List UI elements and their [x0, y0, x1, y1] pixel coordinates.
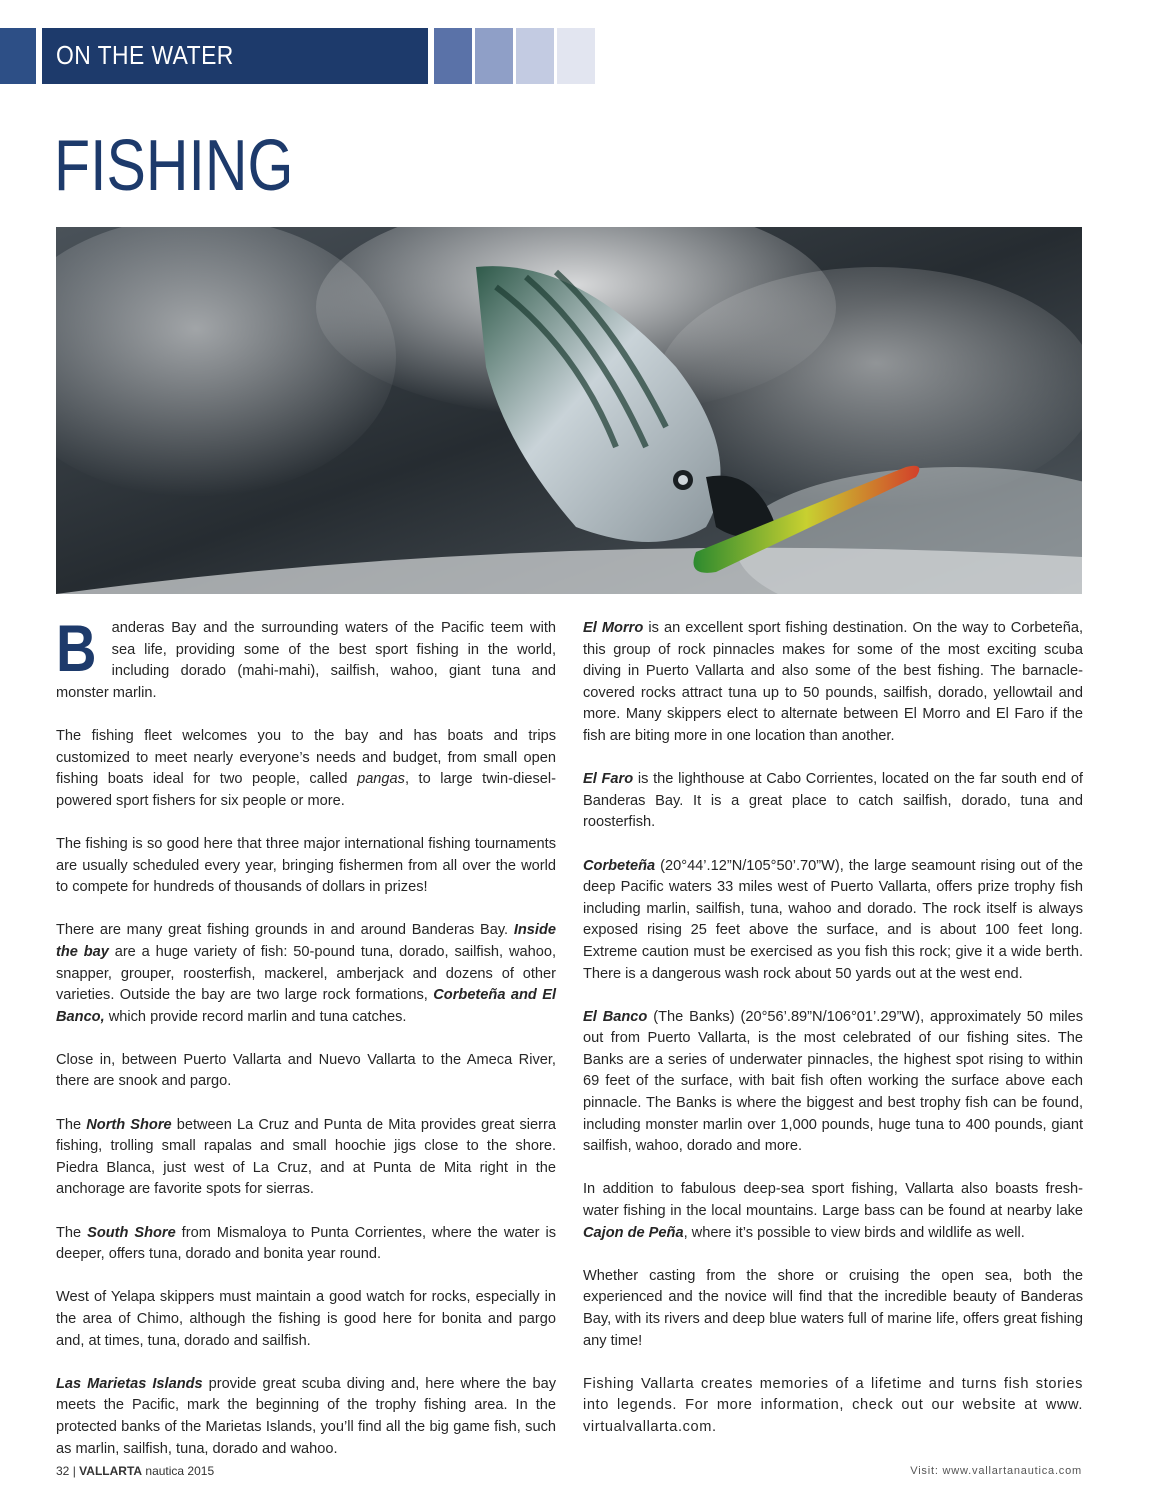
text: between La Cruz and Punta de Mita provides great sierra fishing, trolling small rapalas and small hoochie jigs close to the shore. Piedra Blanca, just west of La Cruz, and at Punta de Mita right in the anchorage are favorite spots for sierras.: [56, 1116, 557, 1198]
paragraph: [56, 726, 556, 812]
bold-term: Corbeteña and El Banco,: [56, 987, 557, 1025]
right-column: [583, 618, 1083, 1460]
header-swatch-1: [434, 28, 472, 84]
paragraph: [56, 920, 556, 1028]
text: (20°44’.12”N/105°50’.70”W), the large seamount rising out of the deep Pacific waters 33 miles west of Puerto Vallarta, offers prize trophy fish including marlin, sailfish, tuna, wahoo and dorado. The rock itself is always exposed rising 25 feet above the surface, and is about 100 feet long. Extreme caution must be exercised as you fish this rock; give it a wide berth. There is a dangerous wash rock about 50 yards out at the west end.: [583, 857, 1083, 982]
paragraph: [583, 1007, 1083, 1158]
italic-term: pangas: [357, 771, 405, 788]
text: anderas Bay and the surrounding waters of the Pacific teem with sea life, providing some of the best sport fishing in the world, including dorado (mahi-mahi), sailfish, wahoo, giant tuna and monster marlin.: [56, 620, 556, 701]
intro-paragraph: [56, 611, 556, 704]
paragraph: Close in, between Puerto Vallarta and Nuevo Vallarta to the Ameca River, there are snook and pargo.: [56, 1051, 556, 1090]
text: There are many great fishing grounds in and around Banderas Bay.: [56, 922, 514, 939]
text: provide great scuba diving and, here where the bay meets the Pacific, mark the beginning of the trophy fishing area. In the protected banks of the Marietas Islands, you’ll find all the big game fish, such as marlin, sailfish, tuna, dorado and wahoo.: [56, 1375, 557, 1457]
bold-term: El Banco: [583, 1008, 648, 1025]
paragraph: [583, 769, 1083, 834]
bold-term: El Faro: [583, 771, 634, 788]
paragraph: [583, 1179, 1083, 1244]
text: The fishing fleet welcomes you to the bay and has boats and trips customized to meet nearly everyone’s needs and budget, from small open fishing boats ideal for two people, called: [56, 727, 556, 788]
text: are a huge variety of fish: 50-pound tuna, dorado, sailfish, wahoo, snapper, grouper, roosterfish, mackerel, amberjack and dozens of other varieties. Outside the bay are two large rock formations,: [56, 943, 556, 1004]
footer-visit-link[interactable]: Visit: www.vallartanautica.com: [910, 1465, 1082, 1477]
bold-term: South Shore: [87, 1224, 176, 1241]
bold-term: Cajon de Peña: [583, 1224, 684, 1241]
text: is an excellent sport fishing destination. On the way to Corbeteña, this group of rock pinnacles makes for some of the most exciting scuba diving in Puerto Vallarta and also some of the best fishing. The barnacle-covered rocks attract tuna up to 50 pounds, sailfish, dorado, yellowtail and more. Many skippers elect to alternate between El Morro and El Faro if the fish are biting more in one location than another.: [583, 620, 1084, 744]
text: (The Banks) (20°56’.89”N/106°01’.29”W), approximately 50 miles out from Puerto Vallarta, is the most celebrated of our fishing sites. The Banks are a series of underwater pinnacles, the highest spot rising to within 69 feet of the surface, with bait fish often working the surface above each pinnacle. The Banks is where the biggest and best trophy fish can be found, including monster marlin over 1,000 pounds, huge tuna to 400 pounds, giant sailfish, wahoo, dorado and more.: [583, 1008, 1083, 1155]
paragraph: The fishing is so good here that three major international fishing tournaments are usually scheduled every year, bringing fishermen from all over the world to compete for hundreds of thousands of dollars in prizes!: [56, 835, 556, 896]
paragraph: West of Yelapa skippers must maintain a good watch for rocks, especially in the area of Chimo, although the fishing is good here for bonita and pargo and, at times, tuna, dorado and sailfish.: [56, 1289, 556, 1349]
paragraph: [583, 618, 1083, 748]
fishing-photo: [56, 227, 1082, 594]
paragraph: [56, 1223, 556, 1266]
header-accent-block: [0, 28, 36, 84]
bold-term: Las Marietas Islands: [56, 1375, 203, 1392]
footer-page-info: [56, 1464, 214, 1478]
bold-term: El Morro: [583, 620, 644, 636]
page-title: FISHING: [54, 126, 294, 206]
header-swatch-2: [475, 28, 513, 84]
closing-paragraph: Fishing Vallarta creates memories of a lifetime and turns fish stories into legends. For more information, check out our website at www. virtualvallarta.com.: [583, 1375, 1083, 1435]
paragraph: [56, 1374, 556, 1460]
text: from Mismaloya to Punta Corrientes, where the water is deeper, offers tuna, dorado and bonita year round.: [56, 1224, 556, 1263]
bold-term: North Shore: [86, 1116, 172, 1133]
magazine-issue: nautica 2015: [145, 1464, 215, 1478]
footer-separator: |: [72, 1464, 76, 1478]
header-swatch-3: [516, 28, 554, 84]
text: is the lighthouse at Cabo Corrientes, located on the far south end of Banderas Bay. It is a great place to catch sailfish, dorado, tuna and roosterfish.: [583, 771, 1083, 831]
text: , to large twin-diesel-powered sport fishers for six people or more.: [56, 771, 556, 809]
bold-term: Corbeteña: [583, 857, 656, 874]
header-swatch-4: [557, 28, 595, 84]
left-column: [56, 611, 557, 1482]
photo-illustration: [56, 227, 1082, 594]
text: The: [56, 1116, 87, 1133]
paragraph: [56, 1115, 556, 1201]
text: The: [56, 1224, 88, 1241]
text: In addition to fabulous deep-sea sport fishing, Vallarta also boasts fresh-water fishing in the local mountains. Large bass can be found at nearby lake: [583, 1181, 1083, 1220]
drop-cap: B: [56, 611, 97, 685]
bold-term: Inside the bay: [56, 922, 556, 960]
text: which provide record marlin and tuna catches.: [104, 1008, 407, 1025]
section-header-bar: [42, 28, 428, 84]
paragraph: [583, 856, 1083, 986]
paragraph: Whether casting from the shore or cruising the open sea, both the experienced and the novice will find that the incredible beauty of Banderas Bay, with its rivers and deep blue waters full of marine life, offers great fishing any time!: [583, 1267, 1083, 1349]
magazine-brand: VALLARTA: [79, 1464, 143, 1478]
section-title: ON THE WATER: [56, 40, 234, 70]
text: , where it’s possible to view birds and wildlife as well.: [683, 1224, 1025, 1241]
page-number: 32: [56, 1464, 70, 1478]
